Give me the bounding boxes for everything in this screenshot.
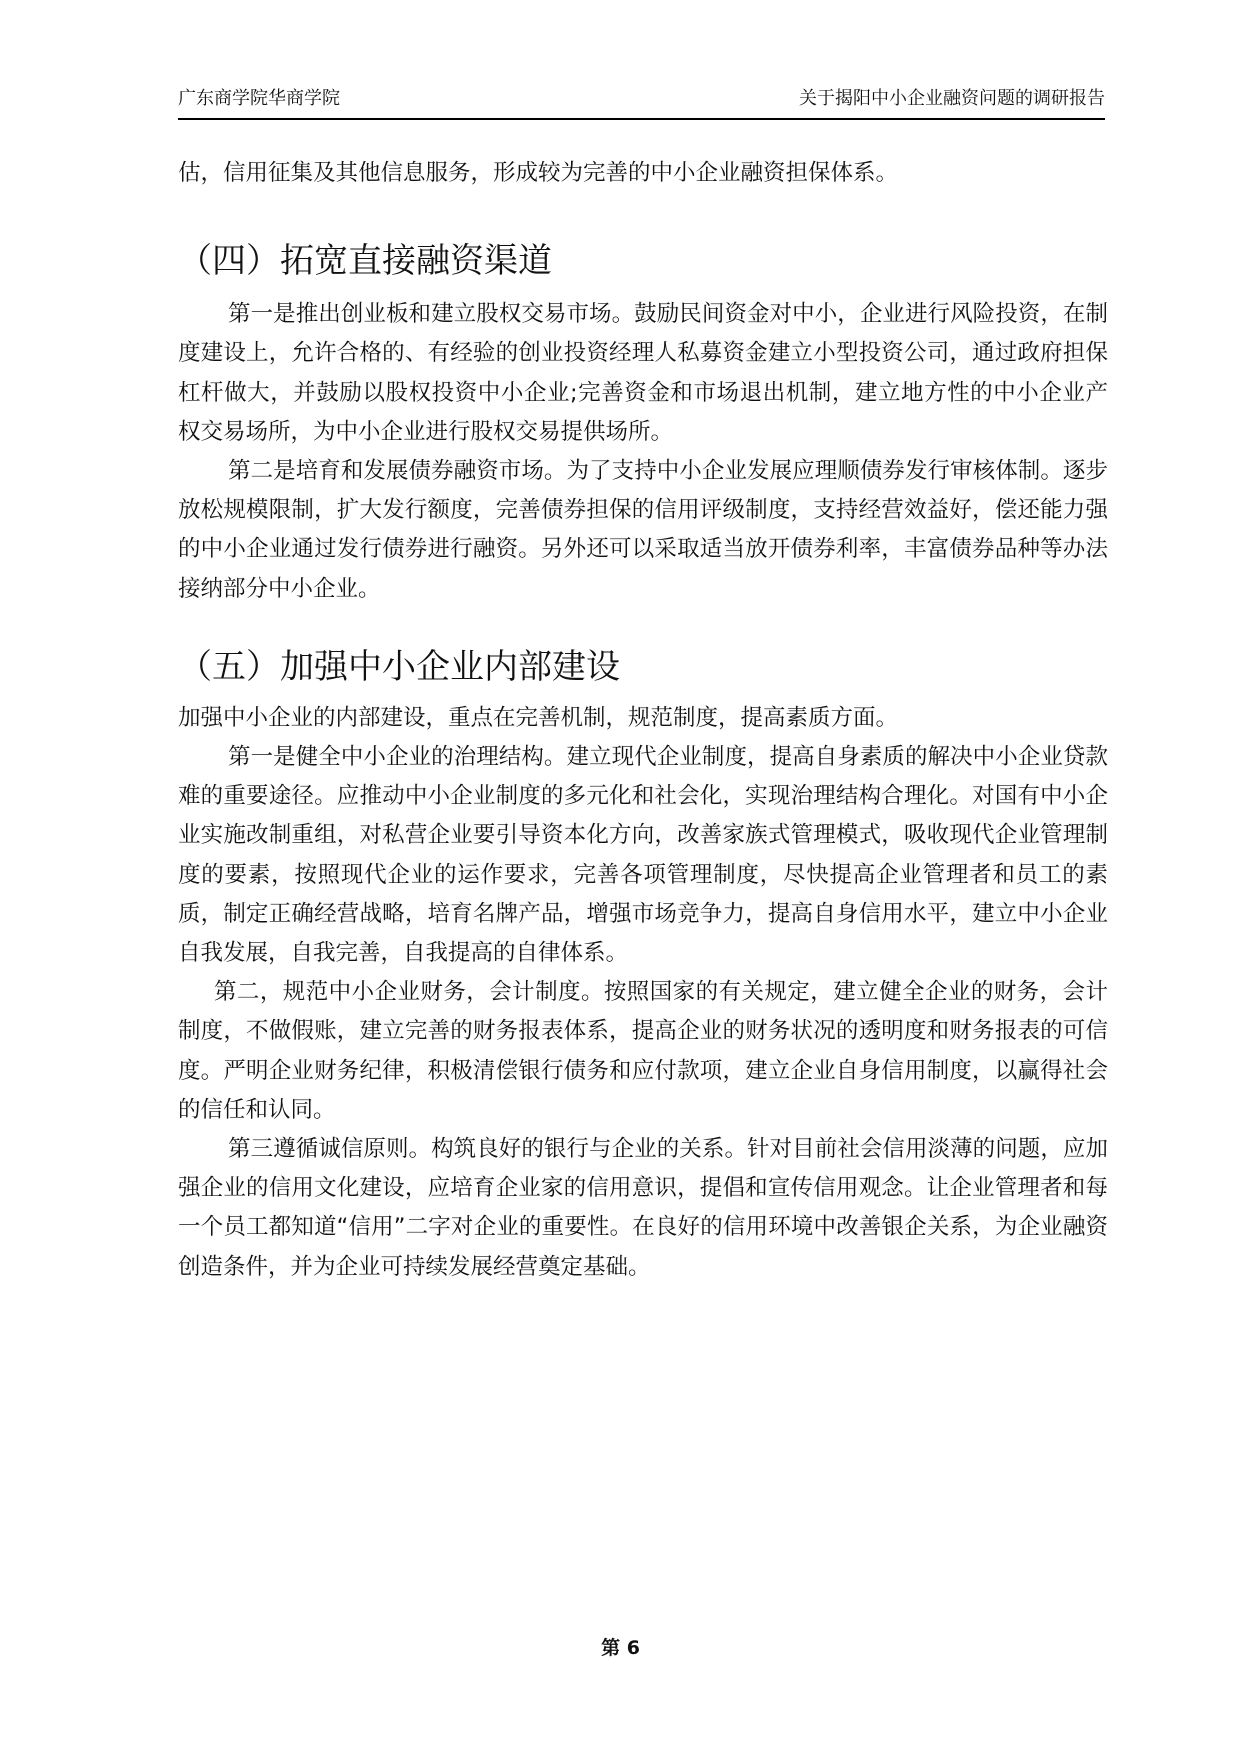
page-header (178, 84, 1105, 120)
section-4-paragraph-2: 第二是培育和发展债券融资市场。为了支持中小企业发展应理顺债券发行审核体制。逐步放松规模限制，扩大发行额度，完善债券担保的信用评级制度，支持经营效益好，偿还能力强的中小企业通过发行债券进行融资。另外还可以采取适当放开债券利率，丰富债券品种等办法接纳部分中小企业。 (178, 458, 1108, 602)
continued-paragraph: 估，信用征集及其他信息服务，形成较为完善的中小企业融资担保体系。 (178, 160, 899, 186)
section-4-paragraph-1: 第一是推出创业板和建立股权交易市场。鼓励民间资金对中小，企业进行风险投资，在制度建设上，允许合格的、有经验的创业投资经理人私募资金建立小型投资公司，通过政府担保杠杆做大，并鼓励以股权投资中小企业;完善资金和市场退出机制，建立地方性的中小企业产权交易场所，为中小企业进行股权交易提供场所。 (178, 301, 1108, 445)
section-5-lead: 加强中小企业的内部建设，重点在完善机制，规范制度，提高素质方面。 (178, 704, 899, 731)
page-number: 第 6 (601, 1637, 640, 1659)
section-5-paragraph-3: 第三遵循诚信原则。构筑良好的银行与企业的关系。针对目前社会信用淡薄的问题，应加强企业的信用文化建设，应培育企业家的信用意识，提倡和宣传信用观念。让企业管理者和每一个员工都知道“信用”二字对企业的重要性。在良好的信用环境中改善银企关系，为企业融资创造条件，并为企业可持续发展经营奠定基础。 (178, 1136, 1108, 1280)
section-5-paragraph-1: 第一是健全中小企业的治理结构。建立现代企业制度，提高自身素质的解决中小企业贷款难的重要途径。应推动中小企业制度的多元化和社会化，实现治理结构合理化。对国有中小企业实施改制重组，对私营企业要引导资本化方向，改善家族式管理模式，吸收现代企业管理制度的要素，按照现代企业的运作要求，完善各项管理制度，尽快提高企业管理者和员工的素质，制定正确经营战略，培育名牌产品，增强市场竞争力，提高自身信用水平，建立中小企业自我发展，自我完善，自我提高的自律体系。 (178, 744, 1108, 967)
section-5-heading: （五）加强中小企业内部建设 (178, 646, 620, 687)
header-institution: 广东商学院华商学院 (178, 88, 340, 109)
header-report-title: 关于揭阳中小企业融资问题的调研报告 (799, 88, 1105, 109)
page-content (178, 154, 1108, 1287)
section-4-heading: （四）拓宽直接融资渠道 (178, 241, 552, 282)
section-5-paragraph-2: 第二，规范中小企业财务，会计制度。按照国家的有关规定，建立健全企业的财务，会计制度，不做假账，建立完善的财务报表体系，提高企业的财务状况的透明度和财务报表的可信度。严明企业财务纪律，积极清偿银行债务和应付款项，建立企业自身信用制度，以赢得社会的信任和认同。 (178, 979, 1108, 1123)
